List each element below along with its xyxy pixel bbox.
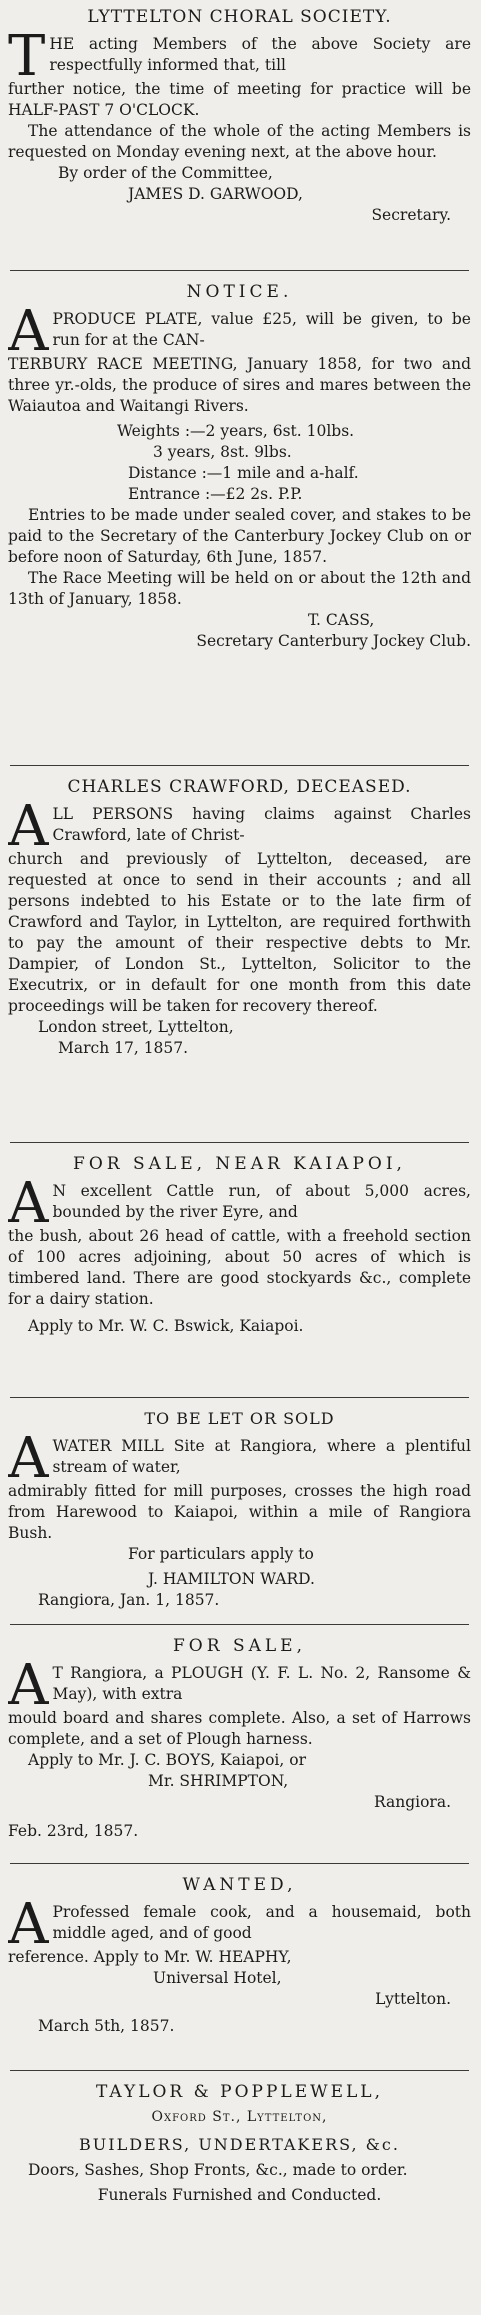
ad-apply: Apply to Mr. J. C. BOYS, Kaiapoi, or [28, 1751, 306, 1769]
ad-body: church and previously of Lyttelton, deceased, are requested at once to send in their accounts ; and all persons indebted to his Estate or to the late firm of Crawford and Taylor, in Lyttelton, are required forthwith to pay the amount of their respective debts to Mr. Dampier, of London St., Lyttelton, Solicitor to the Executrix, or in default for one month from this date proceedings will be taken for recovery thereof. [8, 850, 471, 1015]
ad-hotel: Universal Hotel, [153, 1969, 282, 1987]
ad-title: WANTED, [182, 1875, 297, 1895]
ad-title: CHARLES CRAWFORD, DECEASED. [67, 777, 412, 797]
ad-title: FOR SALE, [173, 1636, 306, 1656]
ad-signer: J. HAMILTON WARD. [148, 1570, 315, 1588]
ad-doors: Doors, Sashes, Shop Fronts, &c., made to order. [28, 2161, 408, 2179]
ad-lead [8, 299, 471, 364]
lead-text: Professed female cook, and a housemaid, both middle aged, and of good [52, 1903, 471, 1942]
ad-body: reference. Apply to Mr. W. HEAPHY, [8, 1948, 292, 1966]
ad-order: By order of the Committee, [58, 164, 273, 182]
ad-title: FOR SALE, NEAR KAIAPOI, [73, 1154, 406, 1174]
ad-date: March 5th, 1857. [38, 2017, 175, 2035]
ad-title: TO BE LET OR SOLD [144, 1409, 335, 1428]
ad-apply: Apply to Mr. W. C. Bswick, Kaiapoi. [28, 1317, 304, 1335]
ad-sale-kaiapoi [8, 1143, 471, 1397]
ad-lead [8, 1653, 471, 1718]
drop-cap: A [8, 1426, 49, 1491]
ad-lead [8, 24, 471, 89]
ad-crawford-deceased [8, 766, 471, 1142]
ad-body: further notice, the time of meeting for practice will be HALF-PAST 7 O'CLOCK. [8, 80, 471, 119]
ad-signer-title: Secretary. [371, 206, 451, 224]
ad-taylor-popplewell [8, 2071, 471, 2251]
ad-entries: Entries to be made under sealed cover, and stakes to be paid to the Secretary of the Canterbury Jockey Club on or before noon of Saturday, 6th June, 1857. [8, 506, 471, 566]
ad-title: LYTTELTON CHORAL SOCIETY. [87, 7, 392, 27]
ad-signer: JAMES D. GARWOOD, [128, 185, 303, 203]
ad-body: the bush, about 26 head of cattle, with a freehold section of 100 acres adjoining, about 50 acres of which is timbered land. There are good stockyards &c., complete for a dairy station. [8, 1227, 471, 1308]
ad-body: admirably fitted for mill purposes, crosses the high road from Harewood to Kaiapoi, within a mile of Rangiora Bush. [8, 1482, 471, 1542]
ad-place: Rangiora. [373, 1793, 451, 1811]
drop-cap: T [8, 24, 46, 89]
ad-wanted [8, 1864, 471, 2070]
ad-body: TERBURY RACE MEETING, January 1858, for two and three yr.-olds, the produce of sires and mares between the Waiautoa and Waitangi Rivers. [8, 355, 471, 415]
ad-weights-1: Weights :—2 years, 6st. 10lbs. [117, 422, 355, 440]
drop-cap: A [8, 1171, 49, 1236]
ad-date: March 17, 1857. [58, 1039, 189, 1057]
drop-cap: A [8, 1653, 49, 1718]
ad-lead [8, 1426, 471, 1491]
ad-signer-title: Secretary Canterbury Jockey Club. [196, 632, 471, 650]
lead-text: LL PERSONS having claims against Charles Crawford, late of Christ- [52, 805, 471, 844]
ad-race-notice [8, 271, 471, 765]
lead-text: N excellent Cattle run, of about 5,000 acres, bounded by the river Eyre, and [52, 1182, 471, 1221]
ad-place: Lyttelton. [375, 1990, 451, 2008]
ad-body: mould board and shares complete. Also, a set of Harrows complete, and a set of Plough harness. [8, 1709, 471, 1748]
ad-water-mill [8, 1398, 471, 1624]
ad-date: Rangiora, Jan. 1, 1857. [38, 1591, 220, 1609]
ad-title: TAYLOR & POPPLEWELL, [95, 2082, 383, 2102]
lead-text: WATER MILL Site at Rangiora, where a plentiful stream of water, [52, 1437, 471, 1476]
ad-trade: BUILDERS, UNDERTAKERS, &c. [79, 2135, 400, 2154]
ad-weights-2: 3 years, 8st. 9lbs. [153, 443, 292, 461]
ad-distance: Distance :—1 mile and a-half. [128, 464, 359, 482]
ad-particulars: For particulars apply to [128, 1545, 314, 1563]
ad-lead [8, 794, 471, 859]
lead-text: HE acting Members of the above Society are respectfully informed that, till [49, 35, 471, 74]
lead-text: T Rangiora, a PLOUGH (Y. F. L. No. 2, Ransome & May), with extra [52, 1664, 471, 1703]
ad-apply-2: Mr. SHRIMPTON, [148, 1772, 289, 1790]
ad-entrance: Entrance :—£2 2s. P.P. [128, 485, 303, 503]
ad-date: Feb. 23rd, 1857. [8, 1822, 139, 1840]
ad-address: Oxford St., Lyttelton, [151, 2109, 328, 2125]
ad-lead [8, 1171, 471, 1236]
ad-attendance: The attendance of the whole of the acting Members is requested on Monday evening next, at the above hour. [8, 122, 471, 161]
ad-meeting: The Race Meeting will be held on or about the 12th and 13th of January, 1858. [8, 569, 471, 608]
ad-title: NOTICE. [186, 282, 293, 302]
drop-cap: A [8, 794, 49, 859]
ad-funerals: Funerals Furnished and Conducted. [97, 2186, 382, 2204]
ad-sale-plough [8, 1625, 471, 1863]
ad-signer: T. CASS, [308, 611, 375, 629]
ad-place: London street, Lyttelton, [38, 1018, 234, 1036]
ad-choral-society [8, 4, 471, 270]
drop-cap: A [8, 299, 49, 364]
drop-cap: A [8, 1892, 49, 1957]
lead-text: PRODUCE PLATE, value £25, will be given, to be run for at the CAN- [52, 310, 471, 349]
